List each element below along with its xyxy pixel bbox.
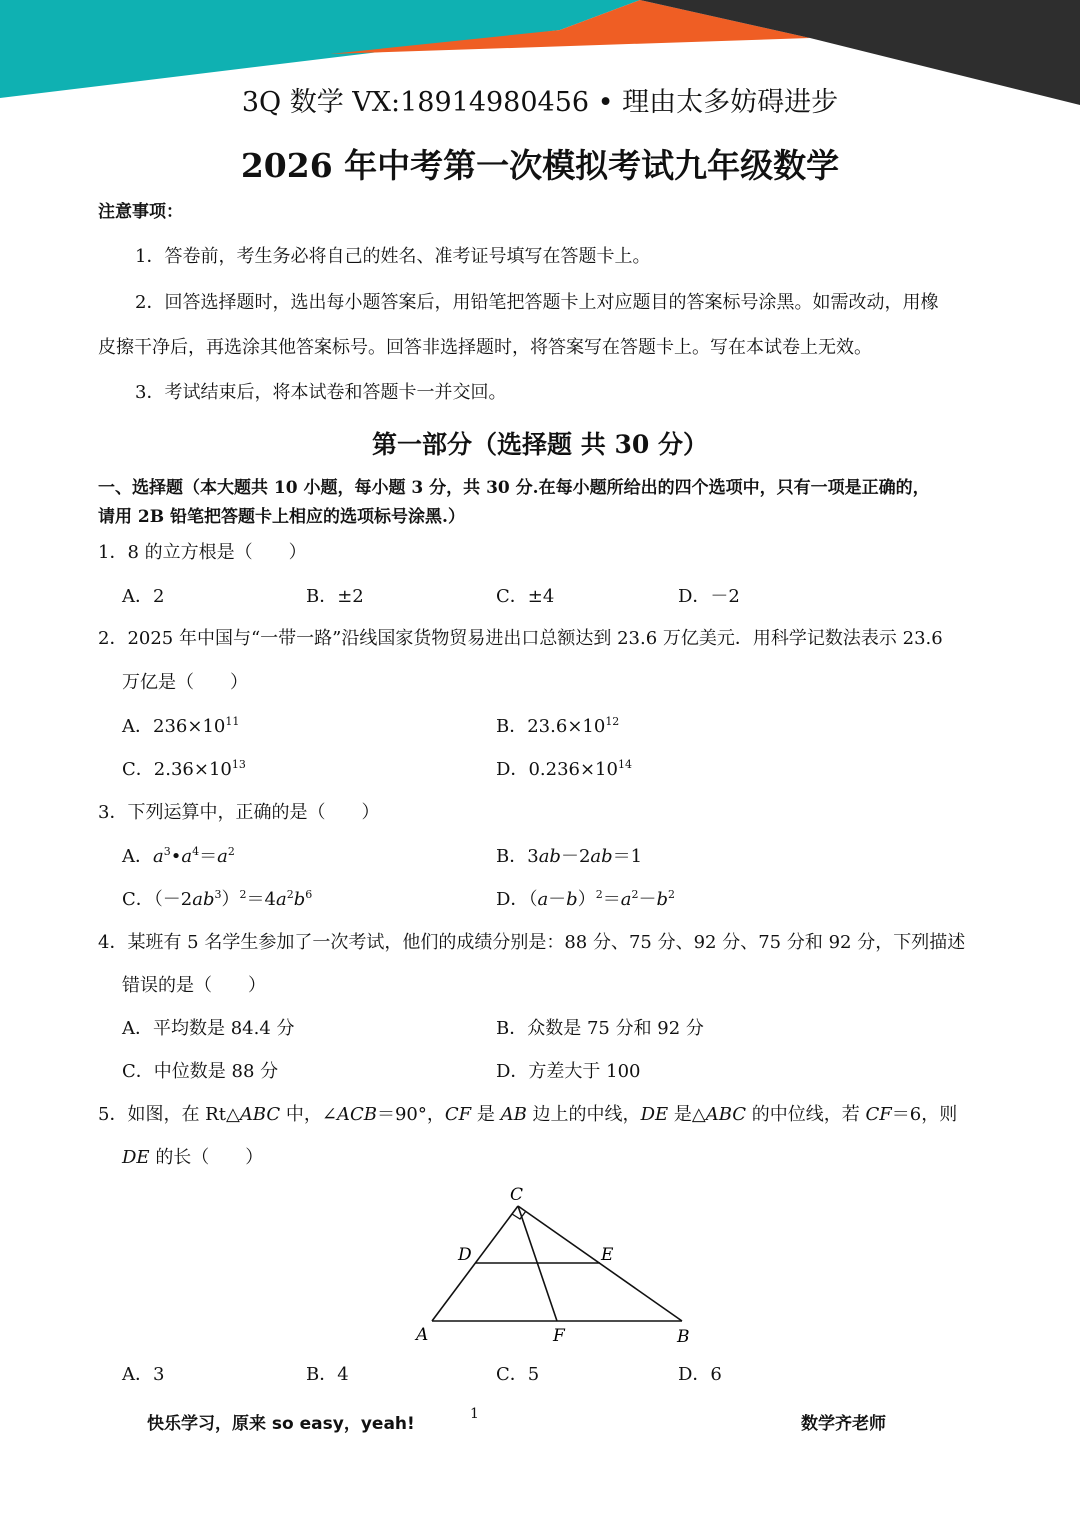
q3-option-b: B．3ab－2ab＝1 xyxy=(496,846,643,867)
label-a: A xyxy=(416,1325,429,1345)
notice-item-3: 3．考试结束后，将本试卷和答题卡一并交回。 xyxy=(135,382,507,403)
part1-instructions-line1: 一、选择题（本大题共 10 小题，每小题 3 分，共 30 分.在每小题所给出的四个选项中，只有一项是正确的， xyxy=(98,478,930,498)
q4-option-d: D．方差大于 100 xyxy=(496,1061,641,1082)
q5-stem-line2: DE 的长（ ） xyxy=(122,1147,264,1168)
q2-option-c: C．$2.36\times 10^{13}$ xyxy=(122,758,246,780)
q4-option-a: A．平均数是 84.4 分 xyxy=(122,1018,295,1039)
label-e: E xyxy=(601,1245,614,1265)
q4-option-c: C．中位数是 88 分 xyxy=(122,1061,279,1082)
q3-stem: 3．下列运算中，正确的是（ ） xyxy=(98,802,380,823)
header-watermark-line: 3Q 数学 VX:18914980456 • 理由太多妨碍进步 xyxy=(241,87,839,118)
q1-option-d: D．－2 xyxy=(678,586,740,607)
q5-option-c: C．5 xyxy=(496,1364,540,1385)
q5-option-b: B．4 xyxy=(306,1364,349,1385)
label-c: C xyxy=(510,1185,524,1205)
q2-option-b: B．$23.6\times 10^{12}$ xyxy=(496,715,620,737)
q2-option-a: A．$236\times 10^{11}$ xyxy=(122,715,240,737)
q3-option-d: D．$(a-b)^2=a^2-b^2$ xyxy=(496,888,675,910)
q1-stem: 1．8 的立方根是（ ） xyxy=(98,542,307,563)
footer-left-slogan: 快乐学习，原来 so easy，yeah! xyxy=(147,1414,415,1434)
label-b: B xyxy=(677,1327,690,1347)
q1-option-b: B．±2 xyxy=(306,586,364,607)
q1-option-a: A．2 xyxy=(122,586,165,607)
notice-item-2-cont: 皮擦干净后，再选涂其他答案标号。回答非选择题时，将答案写在答题卡上。写在本试卷上无效。 xyxy=(98,337,872,358)
q4-stem-line2: 错误的是（ ） xyxy=(122,975,266,996)
page-title: 2026 年中考第一次模拟考试九年级数学 xyxy=(240,146,840,185)
q3-option-a: A．$a^3•a^4=a^2$ xyxy=(122,845,235,867)
q4-stem-line1: 4．某班有 5 名学生参加了一次考试，他们的成绩分别是：88 分、75 分、92 分、75 分和 92 分，下列描述 xyxy=(98,932,966,953)
q5-option-d: D．6 xyxy=(678,1364,722,1385)
q5-stem-line1: 5．如图，在 Rt△ABC 中，∠ACB＝90°，CF 是 AB 边上的中线，DE 是△ABC 的中位线，若 CF＝6，则 xyxy=(98,1104,958,1125)
q3-option-c: C．$(-2ab^3)^2=4a^2b^6$ xyxy=(122,888,313,910)
notice-item-2: 2．回答选择题时，选出每小题答案后，用铅笔把答题卡上对应题目的答案标号涂黑。如需改动，用橡 xyxy=(135,292,939,313)
section-title: 第一部分（选择题 共 30 分） xyxy=(372,430,708,459)
footer-right-author: 数学齐老师 xyxy=(801,1414,886,1434)
label-f: F xyxy=(553,1326,565,1346)
label-d: D xyxy=(458,1245,472,1265)
q5-triangle-figure xyxy=(400,1180,710,1350)
q5-option-a: A．3 xyxy=(122,1364,165,1385)
q2-stem-line1: 2．2025 年中国与“一带一路”沿线国家货物贸易进出口总额达到 23.6 万亿美元．用科学记数法表示 23.6 xyxy=(98,628,943,649)
q2-option-d: D．$0.236\times 10^{14}$ xyxy=(496,758,632,780)
q4-option-b: B．众数是 75 分和 92 分 xyxy=(496,1018,704,1039)
q2-stem-line2: 万亿是（ ） xyxy=(122,672,248,693)
notice-heading: 注意事项： xyxy=(98,202,183,222)
notice-item-1: 1．答卷前，考生务必将自己的姓名、准考证号填写在答题卡上。 xyxy=(135,246,651,267)
page-number: 1 xyxy=(470,1406,479,1422)
q1-option-c: C．±4 xyxy=(496,586,555,607)
part1-instructions-line2: 请用 2B 铅笔把答题卡上相应的选项标号涂黑.） xyxy=(98,507,465,527)
